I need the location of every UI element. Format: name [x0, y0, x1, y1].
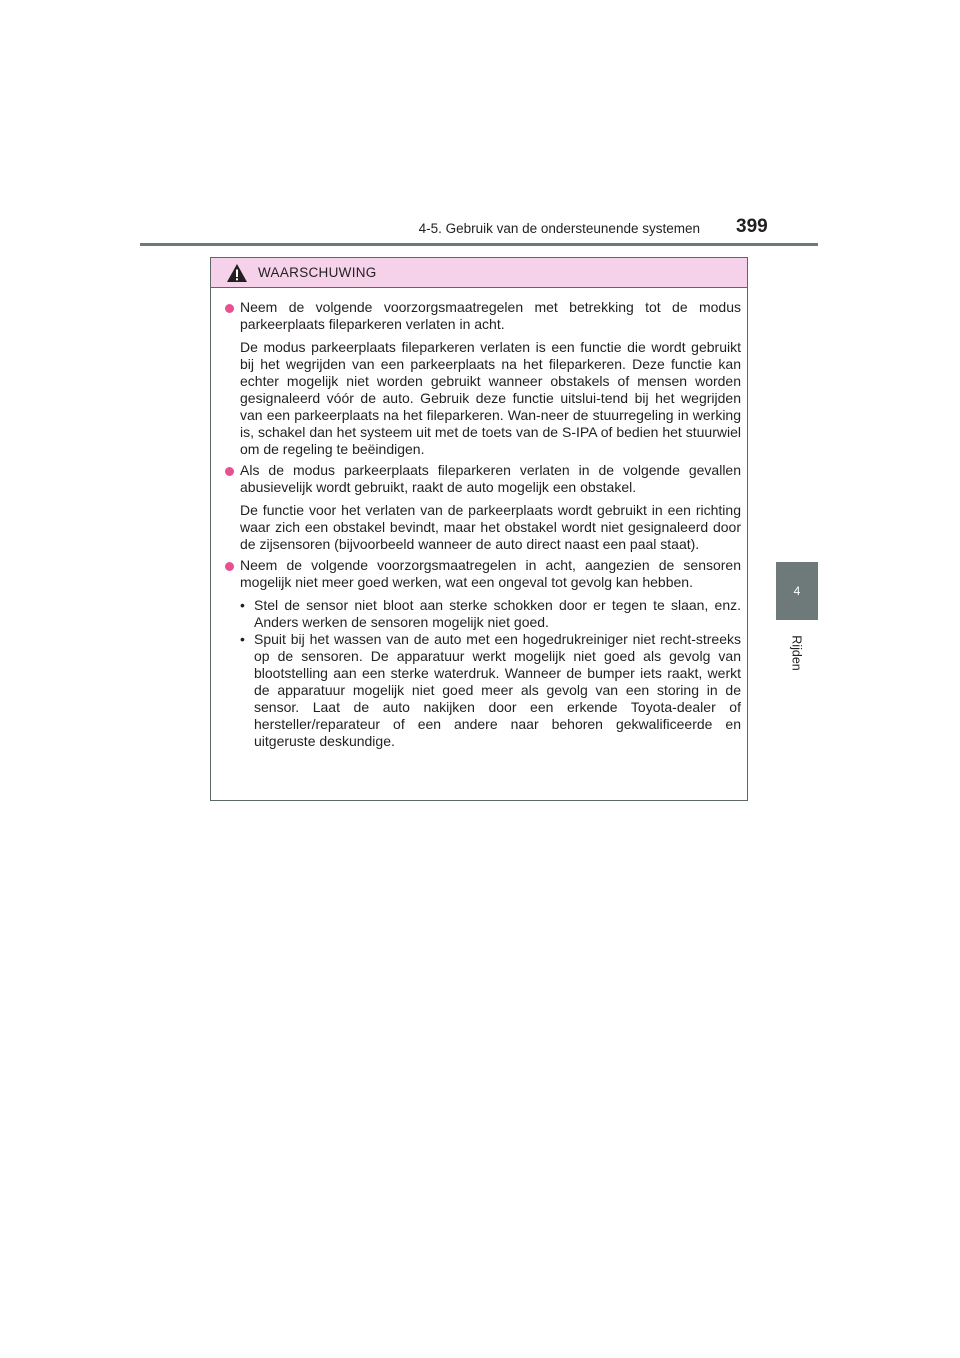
small-bullet-icon: •	[240, 631, 245, 647]
header-divider	[140, 243, 818, 246]
warning-triangle-icon	[226, 263, 248, 283]
warning-item-lead: Neem de volgende voorzorgsmaatregelen in acht, aangezien de sensoren mogelijk niet meer goed werken, wat een ongeval tot gevolg kan hebben.	[240, 557, 741, 590]
warning-box	[210, 257, 748, 801]
warning-subitem-text: Stel de sensor niet bloot aan sterke schokken door er tegen te slaan, enz. Anders werken de sensoren mogelijk niet goed.	[254, 597, 741, 630]
warning-header	[211, 258, 747, 288]
warning-body	[211, 288, 747, 750]
chapter-label: Rijden	[790, 635, 804, 671]
chapter-number: 4	[793, 584, 801, 598]
warning-subitem	[240, 597, 741, 631]
warning-item-detail: De functie voor het verlaten van de parkeerplaats wordt gebruikt in een richting waar zich een obstakel bevindt, maar het obstakel wordt niet gesignaleerd door de zijsensoren (bijvoorbeeld wanneer de auto direct naast een paal staat).	[240, 502, 741, 552]
warning-subitem-text: Spuit bij het wassen van de auto met een hogedrukreiniger niet recht-streeks op de sensoren. De apparatuur werkt mogelijk niet goed als gevolg van blootstelling aan een sterke waterdruk. Wanneer de bumper iets raakt, werkt de apparatuur mogelijk niet goed meer als gevolg van een storing in de sensor. Laat de auto nakijken door een erkende Toyota-dealer of hersteller/reparateur of een andere naar behoren gekwalificeerde en uitgeruste deskundige.	[254, 631, 741, 749]
chapter-tab-number	[776, 562, 818, 620]
bullet-icon	[225, 467, 234, 476]
page-number: 399	[736, 216, 768, 237]
warning-item	[225, 299, 741, 458]
small-bullet-icon: •	[240, 597, 245, 613]
warning-item-lead: Als de modus parkeerplaats fileparkeren verlaten in de volgende gevallen abusievelijk wordt gebruikt, raakt de auto mogelijk een obstakel.	[240, 462, 741, 495]
bullet-icon	[225, 562, 234, 571]
warning-item-detail: De modus parkeerplaats fileparkeren verlaten is een functie die wordt gebruikt bij het wegrijden van een parkeerplaats na het fileparkeren. Deze functie kan echter mogelijk niet worden gebruikt wanneer obstakels of mensen worden gesignaleerd vóór de auto. Gebruik deze functie uitslui-tend bij het wegrijden van een parkeerplaats na het fileparkeren. Wan-neer de stuurregeling in werking is, schakel dan het systeem uit met de toets van de S-IPA of bedien het stuurwiel om de regeling te beëindigen.	[240, 339, 741, 457]
warning-item	[225, 462, 741, 553]
section-title: 4-5. Gebruik van de ondersteunende systemen	[418, 221, 700, 236]
warning-title: WAARSCHUWING	[258, 265, 377, 280]
warning-item-lead: Neem de volgende voorzorgsmaatregelen met betrekking tot de modus parkeerplaats fileparkeren verlaten in acht.	[240, 299, 741, 332]
warning-item	[225, 557, 741, 750]
warning-subitem	[240, 631, 741, 750]
chapter-tab-label	[778, 626, 816, 680]
bullet-icon	[225, 304, 234, 313]
